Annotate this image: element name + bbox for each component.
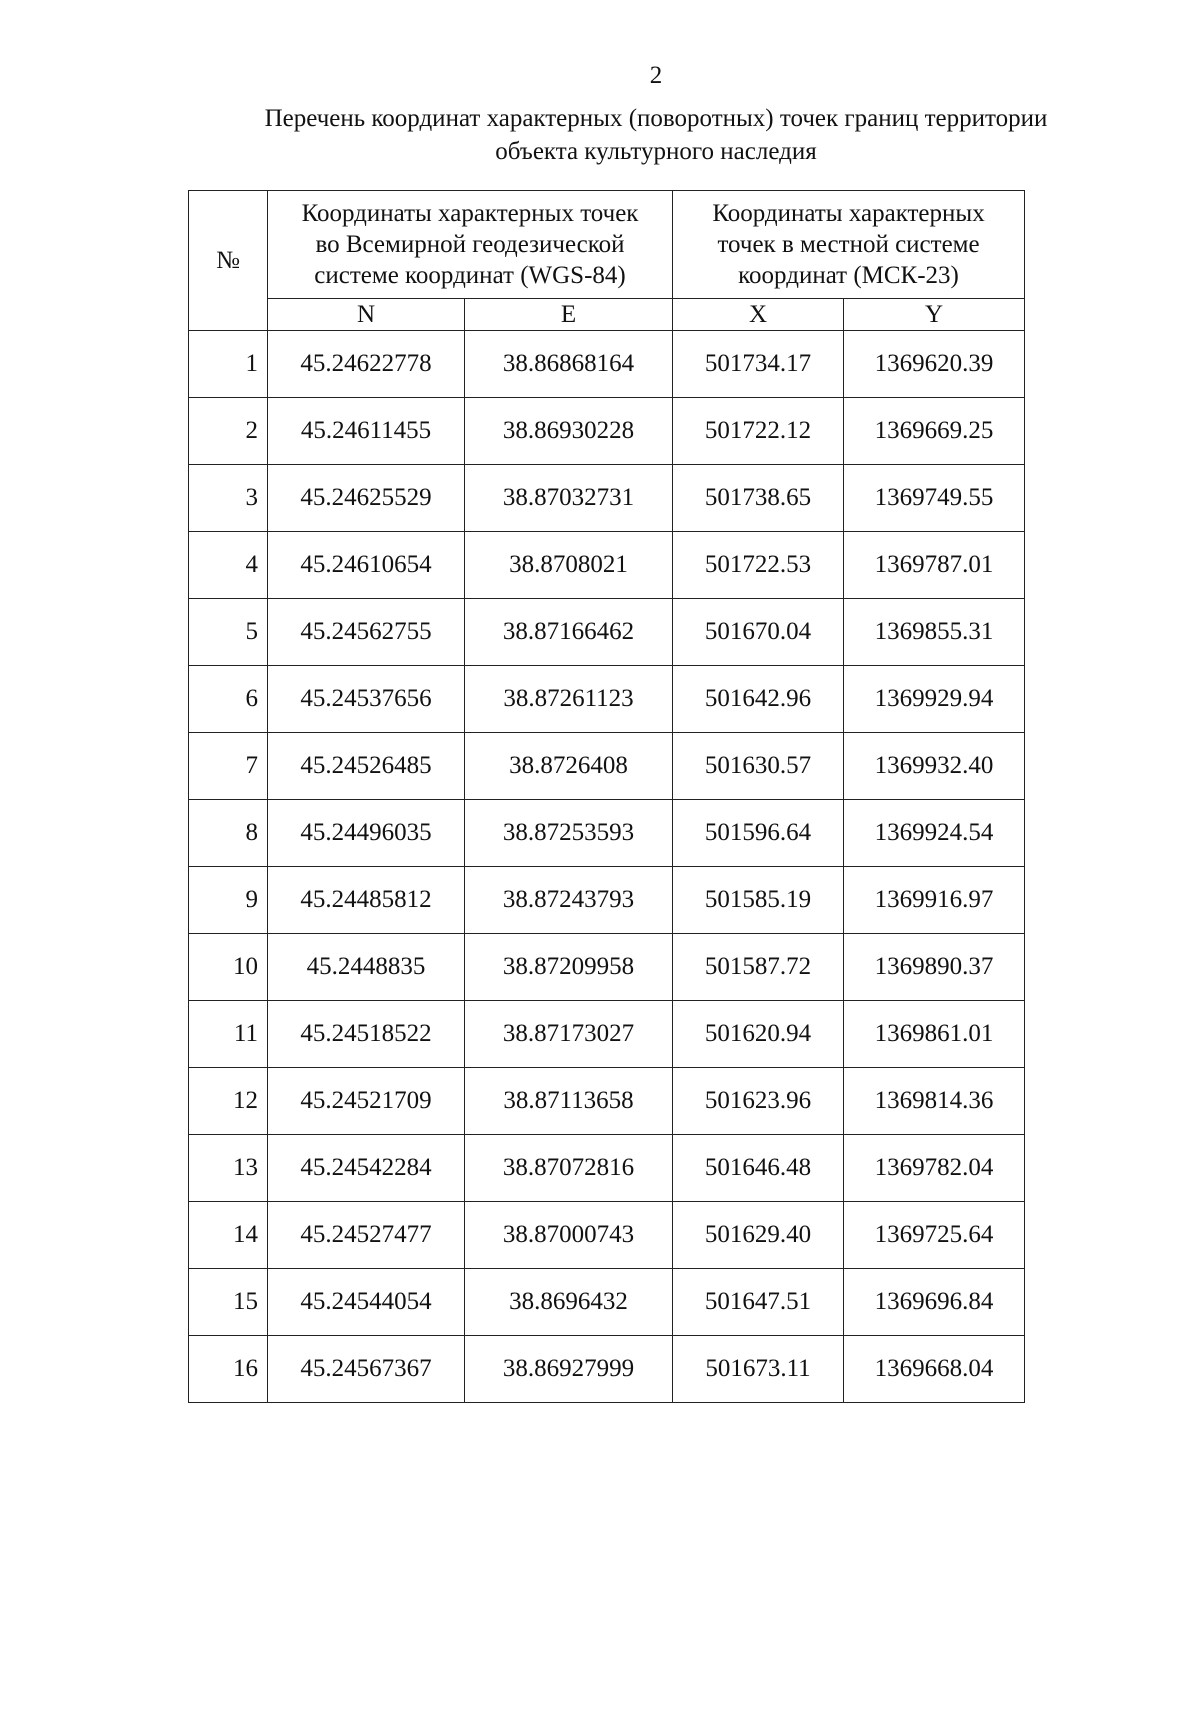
msk-y-cell: 1369916.97 bbox=[844, 867, 1025, 934]
point-number-cell: 14 bbox=[189, 1202, 268, 1269]
table-row bbox=[189, 867, 1025, 934]
page-title bbox=[0, 102, 1200, 168]
latitude-n-cell: 45.24625529 bbox=[268, 465, 465, 532]
table-row bbox=[189, 666, 1025, 733]
point-number-cell: 10 bbox=[189, 934, 268, 1001]
point-number-cell: 13 bbox=[189, 1135, 268, 1202]
point-number-cell: 8 bbox=[189, 800, 268, 867]
msk-x-cell: 501587.72 bbox=[673, 934, 844, 1001]
point-number-cell: 12 bbox=[189, 1068, 268, 1135]
msk-x-cell: 501585.19 bbox=[673, 867, 844, 934]
msk-x-cell: 501722.12 bbox=[673, 398, 844, 465]
longitude-e-cell: 38.87032731 bbox=[465, 465, 673, 532]
longitude-e-cell: 38.86927999 bbox=[465, 1336, 673, 1403]
page-number: 2 bbox=[649, 62, 663, 89]
wgs84-column-group-header bbox=[268, 191, 673, 299]
longitude-e-cell: 38.87243793 bbox=[465, 867, 673, 934]
table-row bbox=[189, 1202, 1025, 1269]
longitude-e-cell: 38.86930228 bbox=[465, 398, 673, 465]
latitude-n-cell: 45.24542284 bbox=[268, 1135, 465, 1202]
longitude-e-cell: 38.8708021 bbox=[465, 532, 673, 599]
msk23-column-group-header bbox=[673, 191, 1025, 299]
longitude-e-cell: 38.87209958 bbox=[465, 934, 673, 1001]
table-row bbox=[189, 1336, 1025, 1403]
point-number-cell: 15 bbox=[189, 1269, 268, 1336]
point-number-cell: 7 bbox=[189, 733, 268, 800]
n-column-header: N bbox=[268, 299, 465, 331]
msk-x-cell: 501620.94 bbox=[673, 1001, 844, 1068]
msk23-header-line: Координаты характерных bbox=[712, 200, 985, 227]
msk-x-cell: 501630.57 bbox=[673, 733, 844, 800]
msk-x-cell: 501670.04 bbox=[673, 599, 844, 666]
table-row bbox=[189, 532, 1025, 599]
table-row bbox=[189, 398, 1025, 465]
page-title-line-1: Перечень координат характерных (поворотных) точек границ территории bbox=[264, 105, 1048, 132]
table-row bbox=[189, 1269, 1025, 1336]
msk23-header-line: точек в местной системе bbox=[717, 231, 980, 258]
latitude-n-cell: 45.24567367 bbox=[268, 1336, 465, 1403]
table-row bbox=[189, 1068, 1025, 1135]
latitude-n-cell: 45.24610654 bbox=[268, 532, 465, 599]
msk-x-cell: 501629.40 bbox=[673, 1202, 844, 1269]
msk-y-cell: 1369696.84 bbox=[844, 1269, 1025, 1336]
e-column-header: E bbox=[465, 299, 673, 331]
x-column-header: X bbox=[673, 299, 844, 331]
msk-y-cell: 1369924.54 bbox=[844, 800, 1025, 867]
coordinates-table bbox=[188, 190, 1025, 1403]
msk-x-cell: 501673.11 bbox=[673, 1336, 844, 1403]
msk-y-cell: 1369668.04 bbox=[844, 1336, 1025, 1403]
page-title-line-2: объекта культурного наследия bbox=[495, 138, 817, 165]
msk-y-cell: 1369669.25 bbox=[844, 398, 1025, 465]
y-column-header: Y bbox=[844, 299, 1025, 331]
point-number-cell: 11 bbox=[189, 1001, 268, 1068]
point-number-cell: 5 bbox=[189, 599, 268, 666]
table-row bbox=[189, 465, 1025, 532]
wgs84-header-line: системе координат (WGS-84) bbox=[314, 262, 626, 289]
msk-x-cell: 501734.17 bbox=[673, 331, 844, 398]
table-row bbox=[189, 331, 1025, 398]
msk-x-cell: 501738.65 bbox=[673, 465, 844, 532]
latitude-n-cell: 45.24526485 bbox=[268, 733, 465, 800]
msk-y-cell: 1369787.01 bbox=[844, 532, 1025, 599]
latitude-n-cell: 45.24622778 bbox=[268, 331, 465, 398]
msk-y-cell: 1369929.94 bbox=[844, 666, 1025, 733]
msk-y-cell: 1369814.36 bbox=[844, 1068, 1025, 1135]
table-header-row bbox=[189, 191, 1025, 299]
longitude-e-cell: 38.8726408 bbox=[465, 733, 673, 800]
point-number-cell: 4 bbox=[189, 532, 268, 599]
msk-x-cell: 501596.64 bbox=[673, 800, 844, 867]
longitude-e-cell: 38.87072816 bbox=[465, 1135, 673, 1202]
latitude-n-cell: 45.24562755 bbox=[268, 599, 465, 666]
msk-y-cell: 1369725.64 bbox=[844, 1202, 1025, 1269]
msk-x-cell: 501623.96 bbox=[673, 1068, 844, 1135]
latitude-n-cell: 45.24518522 bbox=[268, 1001, 465, 1068]
table-body bbox=[189, 331, 1025, 1403]
msk-y-cell: 1369932.40 bbox=[844, 733, 1025, 800]
longitude-e-cell: 38.87000743 bbox=[465, 1202, 673, 1269]
point-number-cell: 9 bbox=[189, 867, 268, 934]
point-number-cell: 1 bbox=[189, 331, 268, 398]
msk-x-cell: 501646.48 bbox=[673, 1135, 844, 1202]
point-number-cell: 6 bbox=[189, 666, 268, 733]
point-number-cell: 16 bbox=[189, 1336, 268, 1403]
msk-y-cell: 1369749.55 bbox=[844, 465, 1025, 532]
number-column-header: № bbox=[189, 191, 268, 331]
longitude-e-cell: 38.87261123 bbox=[465, 666, 673, 733]
table-row bbox=[189, 1001, 1025, 1068]
msk-y-cell: 1369861.01 bbox=[844, 1001, 1025, 1068]
msk-x-cell: 501647.51 bbox=[673, 1269, 844, 1336]
latitude-n-cell: 45.24521709 bbox=[268, 1068, 465, 1135]
msk-x-cell: 501722.53 bbox=[673, 532, 844, 599]
msk-y-cell: 1369855.31 bbox=[844, 599, 1025, 666]
table-row bbox=[189, 1135, 1025, 1202]
longitude-e-cell: 38.8696432 bbox=[465, 1269, 673, 1336]
latitude-n-cell: 45.24544054 bbox=[268, 1269, 465, 1336]
latitude-n-cell: 45.24537656 bbox=[268, 666, 465, 733]
table-row bbox=[189, 733, 1025, 800]
latitude-n-cell: 45.24611455 bbox=[268, 398, 465, 465]
longitude-e-cell: 38.87253593 bbox=[465, 800, 673, 867]
msk23-header-line: координат (МСК-23) bbox=[738, 262, 959, 289]
table-subheader-row bbox=[189, 299, 1025, 331]
table-row bbox=[189, 934, 1025, 1001]
longitude-e-cell: 38.87173027 bbox=[465, 1001, 673, 1068]
msk-y-cell: 1369890.37 bbox=[844, 934, 1025, 1001]
point-number-cell: 2 bbox=[189, 398, 268, 465]
table-row bbox=[189, 599, 1025, 666]
msk-y-cell: 1369782.04 bbox=[844, 1135, 1025, 1202]
table-row bbox=[189, 800, 1025, 867]
msk-x-cell: 501642.96 bbox=[673, 666, 844, 733]
wgs84-header-line: во Всемирной геодезической bbox=[315, 231, 625, 258]
longitude-e-cell: 38.87113658 bbox=[465, 1068, 673, 1135]
msk-y-cell: 1369620.39 bbox=[844, 331, 1025, 398]
wgs84-header-line: Координаты характерных точек bbox=[301, 200, 639, 227]
latitude-n-cell: 45.2448835 bbox=[268, 934, 465, 1001]
longitude-e-cell: 38.87166462 bbox=[465, 599, 673, 666]
latitude-n-cell: 45.24485812 bbox=[268, 867, 465, 934]
latitude-n-cell: 45.24496035 bbox=[268, 800, 465, 867]
longitude-e-cell: 38.86868164 bbox=[465, 331, 673, 398]
latitude-n-cell: 45.24527477 bbox=[268, 1202, 465, 1269]
point-number-cell: 3 bbox=[189, 465, 268, 532]
